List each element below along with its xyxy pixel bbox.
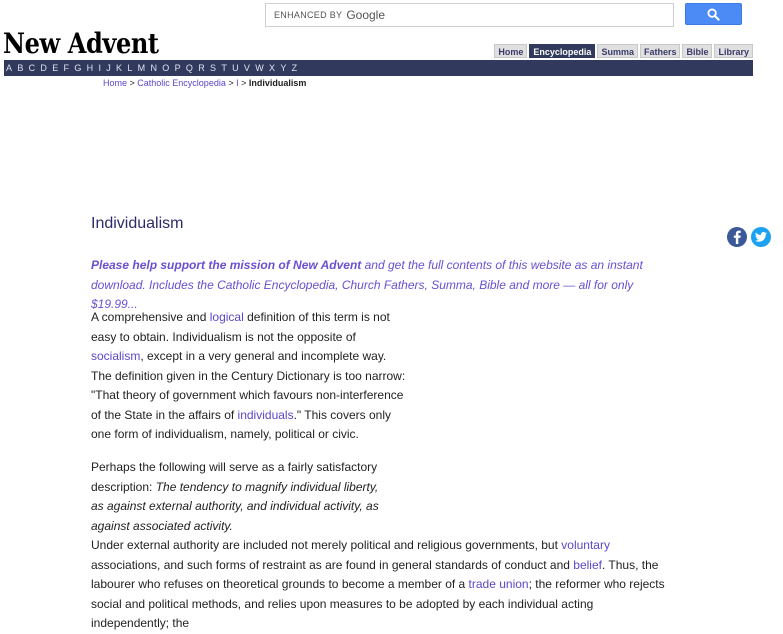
facebook-icon [732,230,742,244]
search-box[interactable] [265,3,674,27]
breadcrumb-separator: > [238,78,249,88]
google-label: Google [346,8,386,22]
alpha-link-b[interactable]: B [17,63,24,73]
enhanced-by-label: ENHANCED BY [274,10,343,20]
alpha-link-d[interactable]: D [40,63,47,73]
paragraph-2 [91,458,671,634]
alpha-link-c[interactable]: C [28,63,36,73]
alpha-link-q[interactable]: Q [185,63,193,73]
page-title: Individualism [91,215,184,232]
text-segment: A comprehensive and [91,310,210,324]
alpha-link-o[interactable]: O [162,63,170,73]
alpha-link-a[interactable]: A [6,63,13,73]
text-segment: ." This covers only one form of individualism, namely, political or civic. [91,407,391,441]
alpha-link-w[interactable]: W [255,63,264,73]
link-socialism[interactable]: socialism [91,349,141,363]
text-segment: . Thus, the labourer who refuses on theoretical grounds to become a member of a [91,557,659,591]
alpha-link-z[interactable]: Z [291,63,298,73]
search-button[interactable] [685,3,742,25]
nav-encyclopedia[interactable]: Encyclopedia [529,44,595,58]
alpha-link-y[interactable]: Y [280,63,287,73]
alpha-link-s[interactable]: S [210,63,217,73]
alpha-link-u[interactable]: U [232,63,239,73]
top-nav [494,44,753,58]
support-promo [91,256,671,315]
facebook-share-button[interactable] [727,227,747,247]
alpha-link-j[interactable]: J [106,63,111,73]
breadcrumb-separator: > [225,78,237,88]
text-segment: , except in a very general and incomplete way. The definition given in the Century Dictionary is too narrow: "That theory of government which favours non-interference of the State in the affairs of [91,349,406,422]
alpha-link-l[interactable]: L [127,63,133,73]
support-link[interactable]: Please help support the mission of New Advent [91,258,362,272]
alpha-link-t[interactable]: T [221,63,227,73]
twitter-share-button[interactable] [751,227,771,247]
breadcrumb-letter[interactable]: I [236,78,239,88]
site-logo[interactable]: New Advent [3,27,159,60]
alpha-link-g[interactable]: G [74,63,82,73]
link-voluntary[interactable]: voluntary [561,538,610,552]
social-share [727,227,771,247]
alpha-link-e[interactable]: E [52,63,59,73]
twitter-icon [755,232,767,242]
alpha-link-h[interactable]: H [86,63,94,73]
search-input[interactable] [266,4,673,26]
breadcrumb-current: Individualism [248,78,307,88]
promo-text: and get the full contents of this website as an instant download. Includes the Catholic Encyclopedia, Church Fathers, Summa, Bible and more — all for only $19.99... [91,258,643,311]
link-logical[interactable]: logical [209,310,244,324]
alpha-link-p[interactable]: P [174,63,181,73]
alpha-link-f[interactable]: F [63,63,70,73]
alphabet-bar [4,60,753,76]
alpha-link-n[interactable]: N [150,63,157,73]
nav-bible[interactable]: Bible [682,44,712,58]
text-segment: ; the reformer who rejects social and political methods, and relies upon measures to be adopted by each individual acting independently; the [91,577,665,630]
alpha-link-i[interactable]: I [98,63,101,73]
breadcrumb-home[interactable]: Home [103,78,128,88]
text-segment: definition of this term is not easy to obtain. Individualism is not the opposite of [91,310,390,344]
link-belief[interactable]: belief [573,557,602,572]
alpha-link-v[interactable]: V [243,63,250,73]
breadcrumb-encyclopedia[interactable]: Catholic Encyclopedia [137,78,226,88]
alpha-link-x[interactable]: X [269,63,276,73]
search-icon [707,8,720,21]
link-individuals[interactable]: individuals [237,407,294,422]
alpha-link-k[interactable]: K [116,63,123,73]
link-trade-union[interactable]: trade union [468,577,529,591]
text-segment: associations, and such forms of restraint as are found in general standards of conduct and [91,557,574,572]
breadcrumb-separator: > [127,78,138,88]
text-segment: Under external authority are included not merely political and religious governments, but [91,538,562,552]
nav-home[interactable]: Home [494,44,527,58]
nav-library[interactable]: Library [714,44,753,58]
alpha-link-m[interactable]: M [137,63,146,73]
text-segment: Perhaps the following will serve as a fairly satisfactory description: [91,460,378,494]
definition-lead [91,458,391,536]
nav-summa[interactable]: Summa [597,44,638,58]
breadcrumb [103,78,306,88]
paragraph-1 [91,308,409,445]
nav-fathers[interactable]: Fathers [640,44,681,58]
alpha-link-r[interactable]: R [198,63,205,73]
definition-text: The tendency to magnify individual liberty, as against external authority, and individual activity, as against associated activity. [91,479,379,533]
